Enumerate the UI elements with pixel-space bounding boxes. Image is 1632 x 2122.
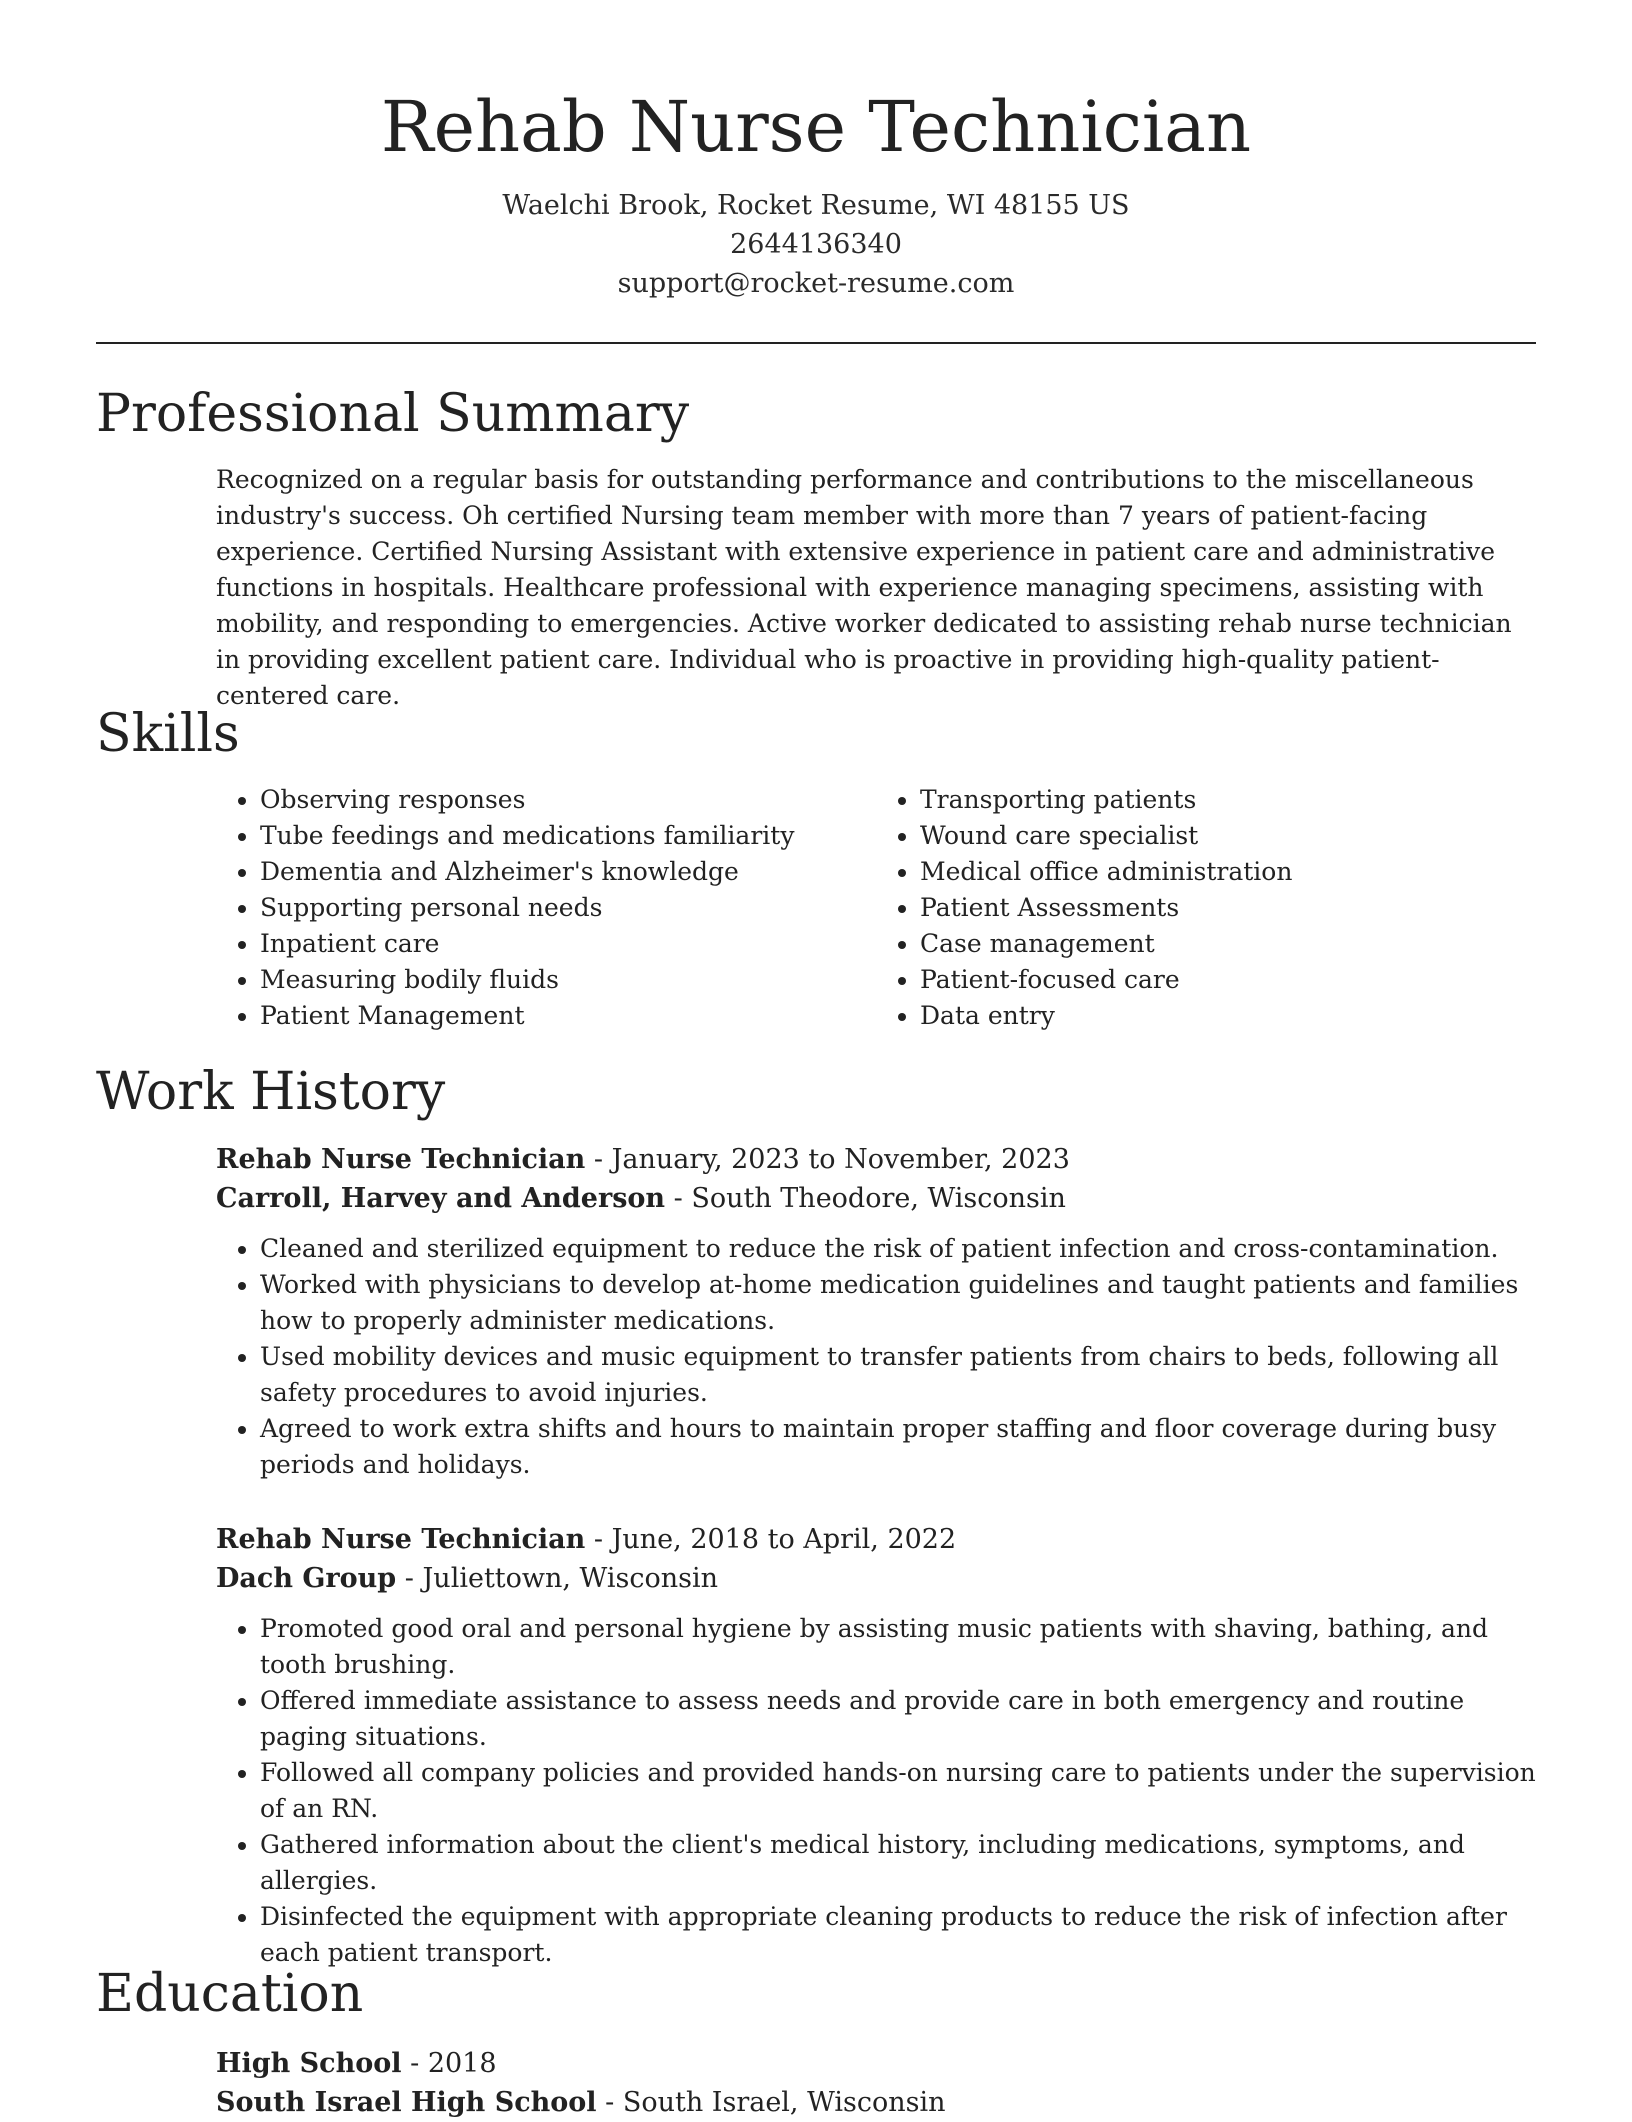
job-location: - Juliettown, Wisconsin [396,1563,718,1594]
address: Waelchi Brook, Rocket Resume, WI 48155 US [502,190,1130,221]
job-duties [216,1231,1536,1483]
skills-list-left [216,782,876,1034]
duty-item: • Gathered information about the client's medical history, including medications, symptoms, and allergies. [260,1827,1536,1899]
job-company: Dach Group [216,1563,397,1594]
skill-item: • Patient Management [260,998,876,1034]
skill-item: • Transporting patients [920,782,1536,818]
header-divider [96,342,1536,344]
job-dates: - June, 2018 to April, 2022 [585,1524,957,1555]
duty-item: • Offered immediate assistance to assess needs and provide care in both emergency and routine paging situations. [260,1683,1536,1755]
job-location: - South Theodore, Wisconsin [665,1183,1066,1214]
skills-heading: Skills [96,704,240,764]
job-title: Rehab Nurse Technician [216,1144,586,1175]
job-title-line [216,1520,1536,1559]
skill-item: • Data entry [920,998,1536,1034]
duty-item: • Cleaned and sterilized equipment to reduce the risk of patient infection and cross-contamination. [260,1231,1536,1267]
job-dates: - January, 2023 to November, 2023 [585,1144,1070,1175]
job-company-line [216,1559,1536,1598]
skill-item: • Case management [920,926,1536,962]
duty-item: • Disinfected the equipment with appropriate cleaning products to reduce the risk of infection after each patient transport. [260,1899,1536,1971]
resume-header [0,0,1632,303]
school-name: South Israel High School [216,2087,597,2118]
job-duties [216,1611,1536,1971]
skill-item: • Tube feedings and medications familiarity [260,818,876,854]
job-entry [216,1520,1536,1971]
duty-item: • Agreed to work extra shifts and hours to maintain proper staffing and floor coverage during busy periods and holidays. [260,1411,1536,1483]
duty-item: • Used mobility devices and music equipment to transfer patients from chairs to beds, following all safety procedures to avoid injuries. [260,1339,1536,1411]
degree-line [216,2044,1536,2083]
skill-item: • Measuring bodily fluids [260,962,876,998]
education-heading: Education [96,1964,364,2024]
summary-section [216,462,1536,714]
skill-item: • Supporting personal needs [260,890,876,926]
job-company: Carroll, Harvey and Anderson [216,1183,666,1214]
school-location: - South Israel, Wisconsin [596,2087,946,2118]
skill-item: • Wound care specialist [920,818,1536,854]
skill-item: • Patient Assessments [920,890,1536,926]
job-title-line [216,1140,1536,1179]
phone: 2644136340 [730,229,902,260]
summary-heading: Professional Summary [96,384,690,444]
graduation-year: - 2018 [401,2048,497,2079]
skills-list-right [876,782,1536,1034]
skill-item: • Observing responses [260,782,876,818]
job-company-line [216,1179,1536,1218]
job-title: Rehab Nurse Technician [216,1524,586,1555]
email: support@rocket-resume.com [617,268,1015,299]
skill-item: • Patient-focused care [920,962,1536,998]
skills-section [216,782,1536,1034]
contact-block [0,186,1632,303]
duty-item: • Followed all company policies and provided hands-on nursing care to patients under the supervision of an RN. [260,1755,1536,1827]
school-line [216,2083,1536,2122]
work-history-heading: Work History [96,1062,446,1122]
duty-item: • Promoted good oral and personal hygiene by assisting music patients with shaving, bathing, and tooth brushing. [260,1611,1536,1683]
education-entry [216,2044,1536,2122]
candidate-name: Rehab Nurse Technician [380,86,1252,168]
job-entry [216,1140,1536,1483]
summary-text: Recognized on a regular basis for outstanding performance and contributions to the miscellaneous industry's success. Oh certified Nursing team member with more than 7 years of patient-facing experience. Certified Nursing Assistant with extensive experience in patient care and administrative functions in hospitals. Healthcare professional with experience managing specimens, assisting with mobility, and responding to emergencies. Active worker dedicated to assisting rehab nurse technician in providing excellent patient care. Individual who is proactive in providing high-quality patient-centered care. [216,465,1512,710]
skill-item: • Inpatient care [260,926,876,962]
degree: High School [216,2048,402,2079]
skill-item: • Dementia and Alzheimer's knowledge [260,854,876,890]
skill-item: • Medical office administration [920,854,1536,890]
duty-item: • Worked with physicians to develop at-home medication guidelines and taught patients and families how to properly administer medications. [260,1267,1536,1339]
